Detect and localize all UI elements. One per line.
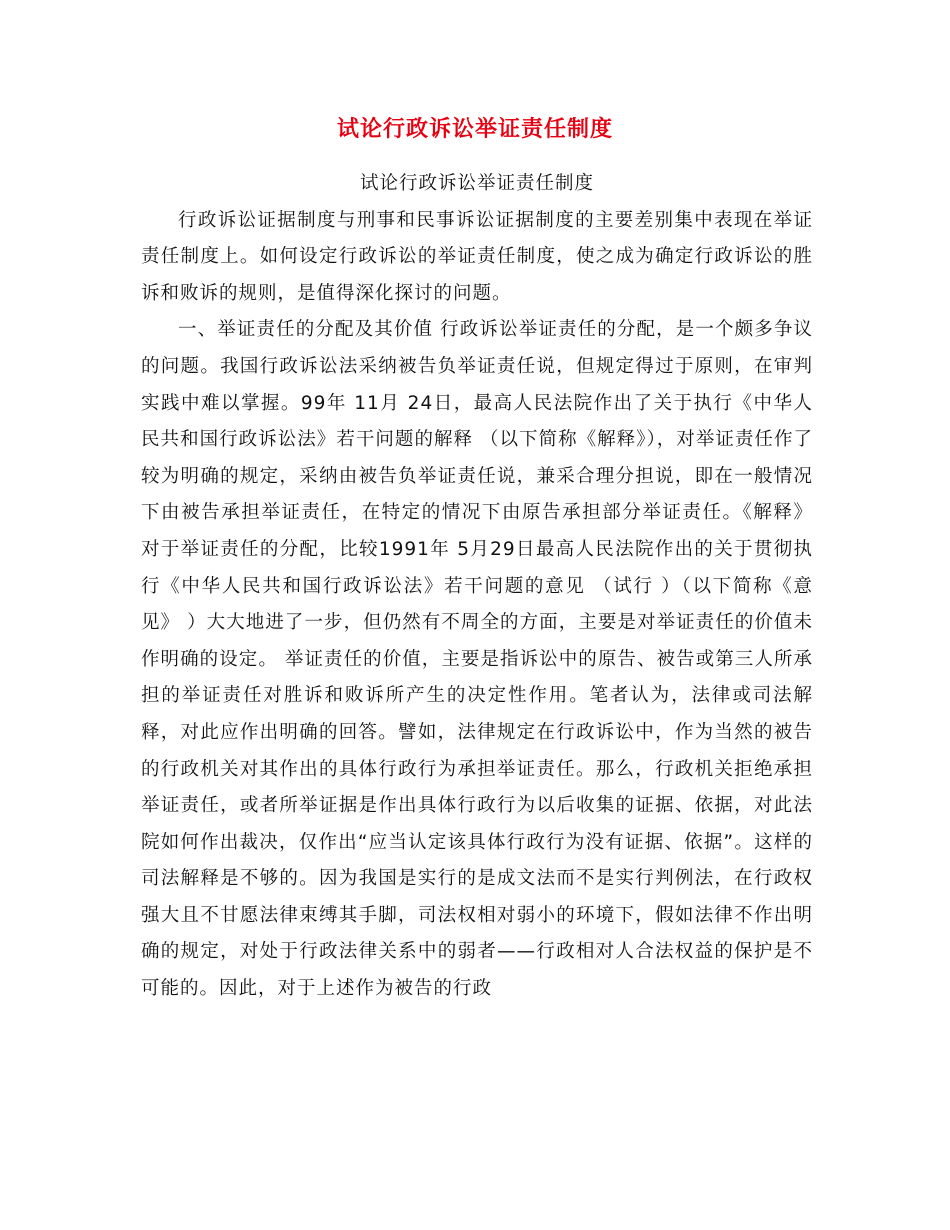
- document-title: 试论行政诉讼举证责任制度: [336, 117, 613, 142]
- paragraph-section-one: 一、举证责任的分配及其价值 行政诉讼举证责任的分配，是一个颇多争议的问题。我国行政诉讼法采纳被告负举证责任说，但规定得过于原则，在审判实践中难以掌握。99年 11月 24日，最高人民法院作出了关于执行《中华人民共和国行政诉讼法》若干问题的解释 （以下简称《解释》），对举证责任作了较为明确的规定，采纳由被告负举证责任说，兼采合理分担说，即在一般情况下由被告承担举证责任，在特定的情况下由原告承担部分举证责任。《解释》对于举证责任的分配，比较1991年 5月29日最高人民法院作出的关于贯彻执行《中华人民共和国行政诉讼法》若干问题的意见 （试行 ）（以下简称《意见》 ）大大地进了一步，但仍然有不周全的方面，主要是对举证责任的价值未作明确的设定。 举证责任的价值，主要是指诉讼中的原告、被告或第三人所承担的举证责任对胜诉和败诉所产生的决定性作用。笔者认为，法律或司法解释，对此应作出明确的回答。譬如，法律规定在行政诉讼中，作为当然的被告的行政机关对其作出的具体行政行为承担举证责任。那么，行政机关拒绝承担举证责任，或者所举证据是作出具体行政行为以后收集的证据、依据，对此法院如何作出裁决，仅作出“应当认定该具体行政行为没有证据、依据”。这样的司法解释是不够的。因为我国是实行的是成文法而不是实行判例法，在行政权强大且不甘愿法律束缚其手脚，司法权相对弱小的环境下，假如法律不作出明确的规定，对处于行政法律关系中的弱者——行政相对人合法权益的保护是不可能的。因此，对于上述作为被告的行政: [141, 319, 813, 1000]
- document-subtitle: 试论行政诉讼举证责任制度: [359, 173, 594, 194]
- paragraph-intro: 行政诉讼证据制度与刑事和民事诉讼证据制度的主要差别集中表现在举证责任制度上。如何设定行政诉讼的举证责任制度，使之成为确定行政诉讼的胜诉和败诉的规则，是值得深化探讨的问题。: [141, 209, 813, 304]
- document-body: [141, 166, 813, 1008]
